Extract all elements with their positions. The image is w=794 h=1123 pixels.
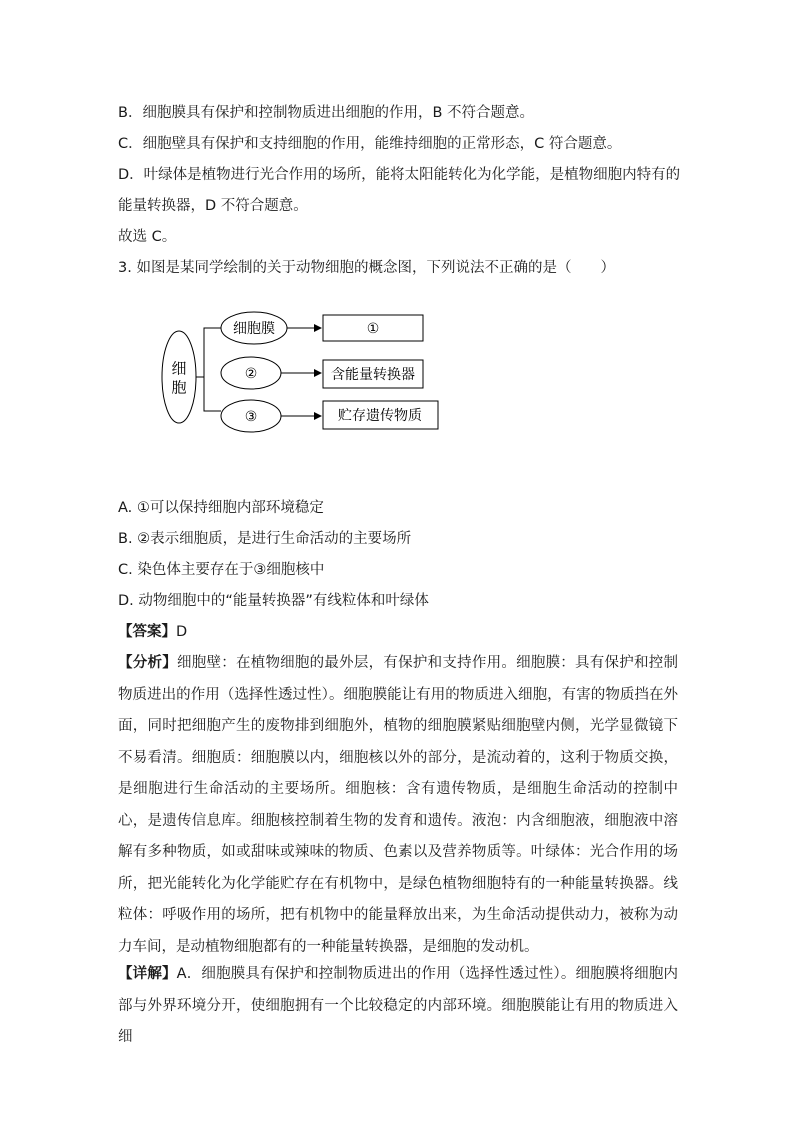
prev-option-d-line2: 能量转换器，D 不符合题意。 [118, 198, 308, 214]
concept-diagram [155, 305, 455, 435]
bracket-connector [196, 328, 221, 411]
detail-label: 【详解】 [118, 966, 177, 982]
option-c: C. 染色体主要存在于③细胞核中 [118, 562, 325, 578]
box-1-label: ① [366, 321, 380, 337]
analysis-paragraph [118, 648, 678, 963]
prev-option-b: B．细胞膜具有保护和控制物质进出细胞的作用，B 不符合题意。 [118, 105, 535, 121]
detail-text: A．细胞膜具有保护和控制物质进出的作用（选择性透过性）。细胞膜将细胞内部与外界环境分开，使细胞拥有一个比较稳定的内部环境。细胞膜能让有用的物质进入细 [118, 966, 678, 1045]
prev-option-c: C．细胞壁具有保护和支持细胞的作用，能维持细胞的正常形态，C 符合题意。 [118, 136, 622, 152]
box-3-label: 贮存遗传物质 [338, 408, 422, 424]
option-d: D. 动物细胞中的“能量转换器”有线粒体和叶绿体 [118, 593, 429, 609]
analysis-label: 【分析】 [118, 655, 177, 671]
answer-value: D [176, 624, 188, 640]
analysis-text: 细胞壁：在植物细胞的最外层，有保护和支持作用。细胞膜：具有保护和控制物质进出的作用（选择性透过性）。细胞膜能让有用的物质进入细胞，有害的物质挡在外面，同时把细胞产生的废物排到细胞外，植物的细胞膜紧贴细胞壁内侧，光学显微镜下不易看清。细胞质：细胞膜以内，细胞核以外的部分，是流动着的，这利于物质交换，是细胞进行生命活动的主要场所。细胞核：含有遗传物质，是细胞生命活动的控制中心，是遗传信息库。细胞核控制着生物的发育和遗传。液泡：内含细胞液，细胞液中溶解有多种物质，如或甜味或辣味的物质、色素以及营养物质等。叶绿体：光合作用的场所，把光能转化为化学能贮存在有机物中，是绿色植物细胞特有的一种能量转换器。线粒体：呼吸作用的场所，把有机物中的能量释放出来，为生命活动提供动力，被称为动力车间，是动植物细胞都有的一种能量转换器，是细胞的发动机。 [118, 655, 679, 955]
prev-conclusion: 故选 C。 [118, 229, 177, 245]
option-a: A. ①可以保持细胞内部环境稳定 [118, 500, 324, 516]
answer-line [118, 622, 187, 642]
branch1-label: 细胞膜 [233, 321, 275, 337]
branch3-label: ③ [244, 409, 258, 425]
detail-paragraph [118, 959, 678, 1054]
option-b: B. ②表示细胞质，是进行生命活动的主要场所 [118, 531, 412, 547]
answer-label: 【答案】 [118, 624, 176, 640]
root-char-1: 细 [171, 359, 187, 378]
box-2-label: 含能量转换器 [331, 367, 415, 383]
branch2-label: ② [244, 366, 258, 382]
root-char-2: 胞 [171, 378, 187, 397]
prev-option-d-line1: D．叶绿体是植物进行光合作用的场所，能将太阳能转化为化学能，是植物细胞内特有的 [118, 167, 681, 183]
question-stem: 3. 如图是某同学绘制的关于动物细胞的概念图，下列说法不正确的是（ ） [118, 260, 615, 276]
